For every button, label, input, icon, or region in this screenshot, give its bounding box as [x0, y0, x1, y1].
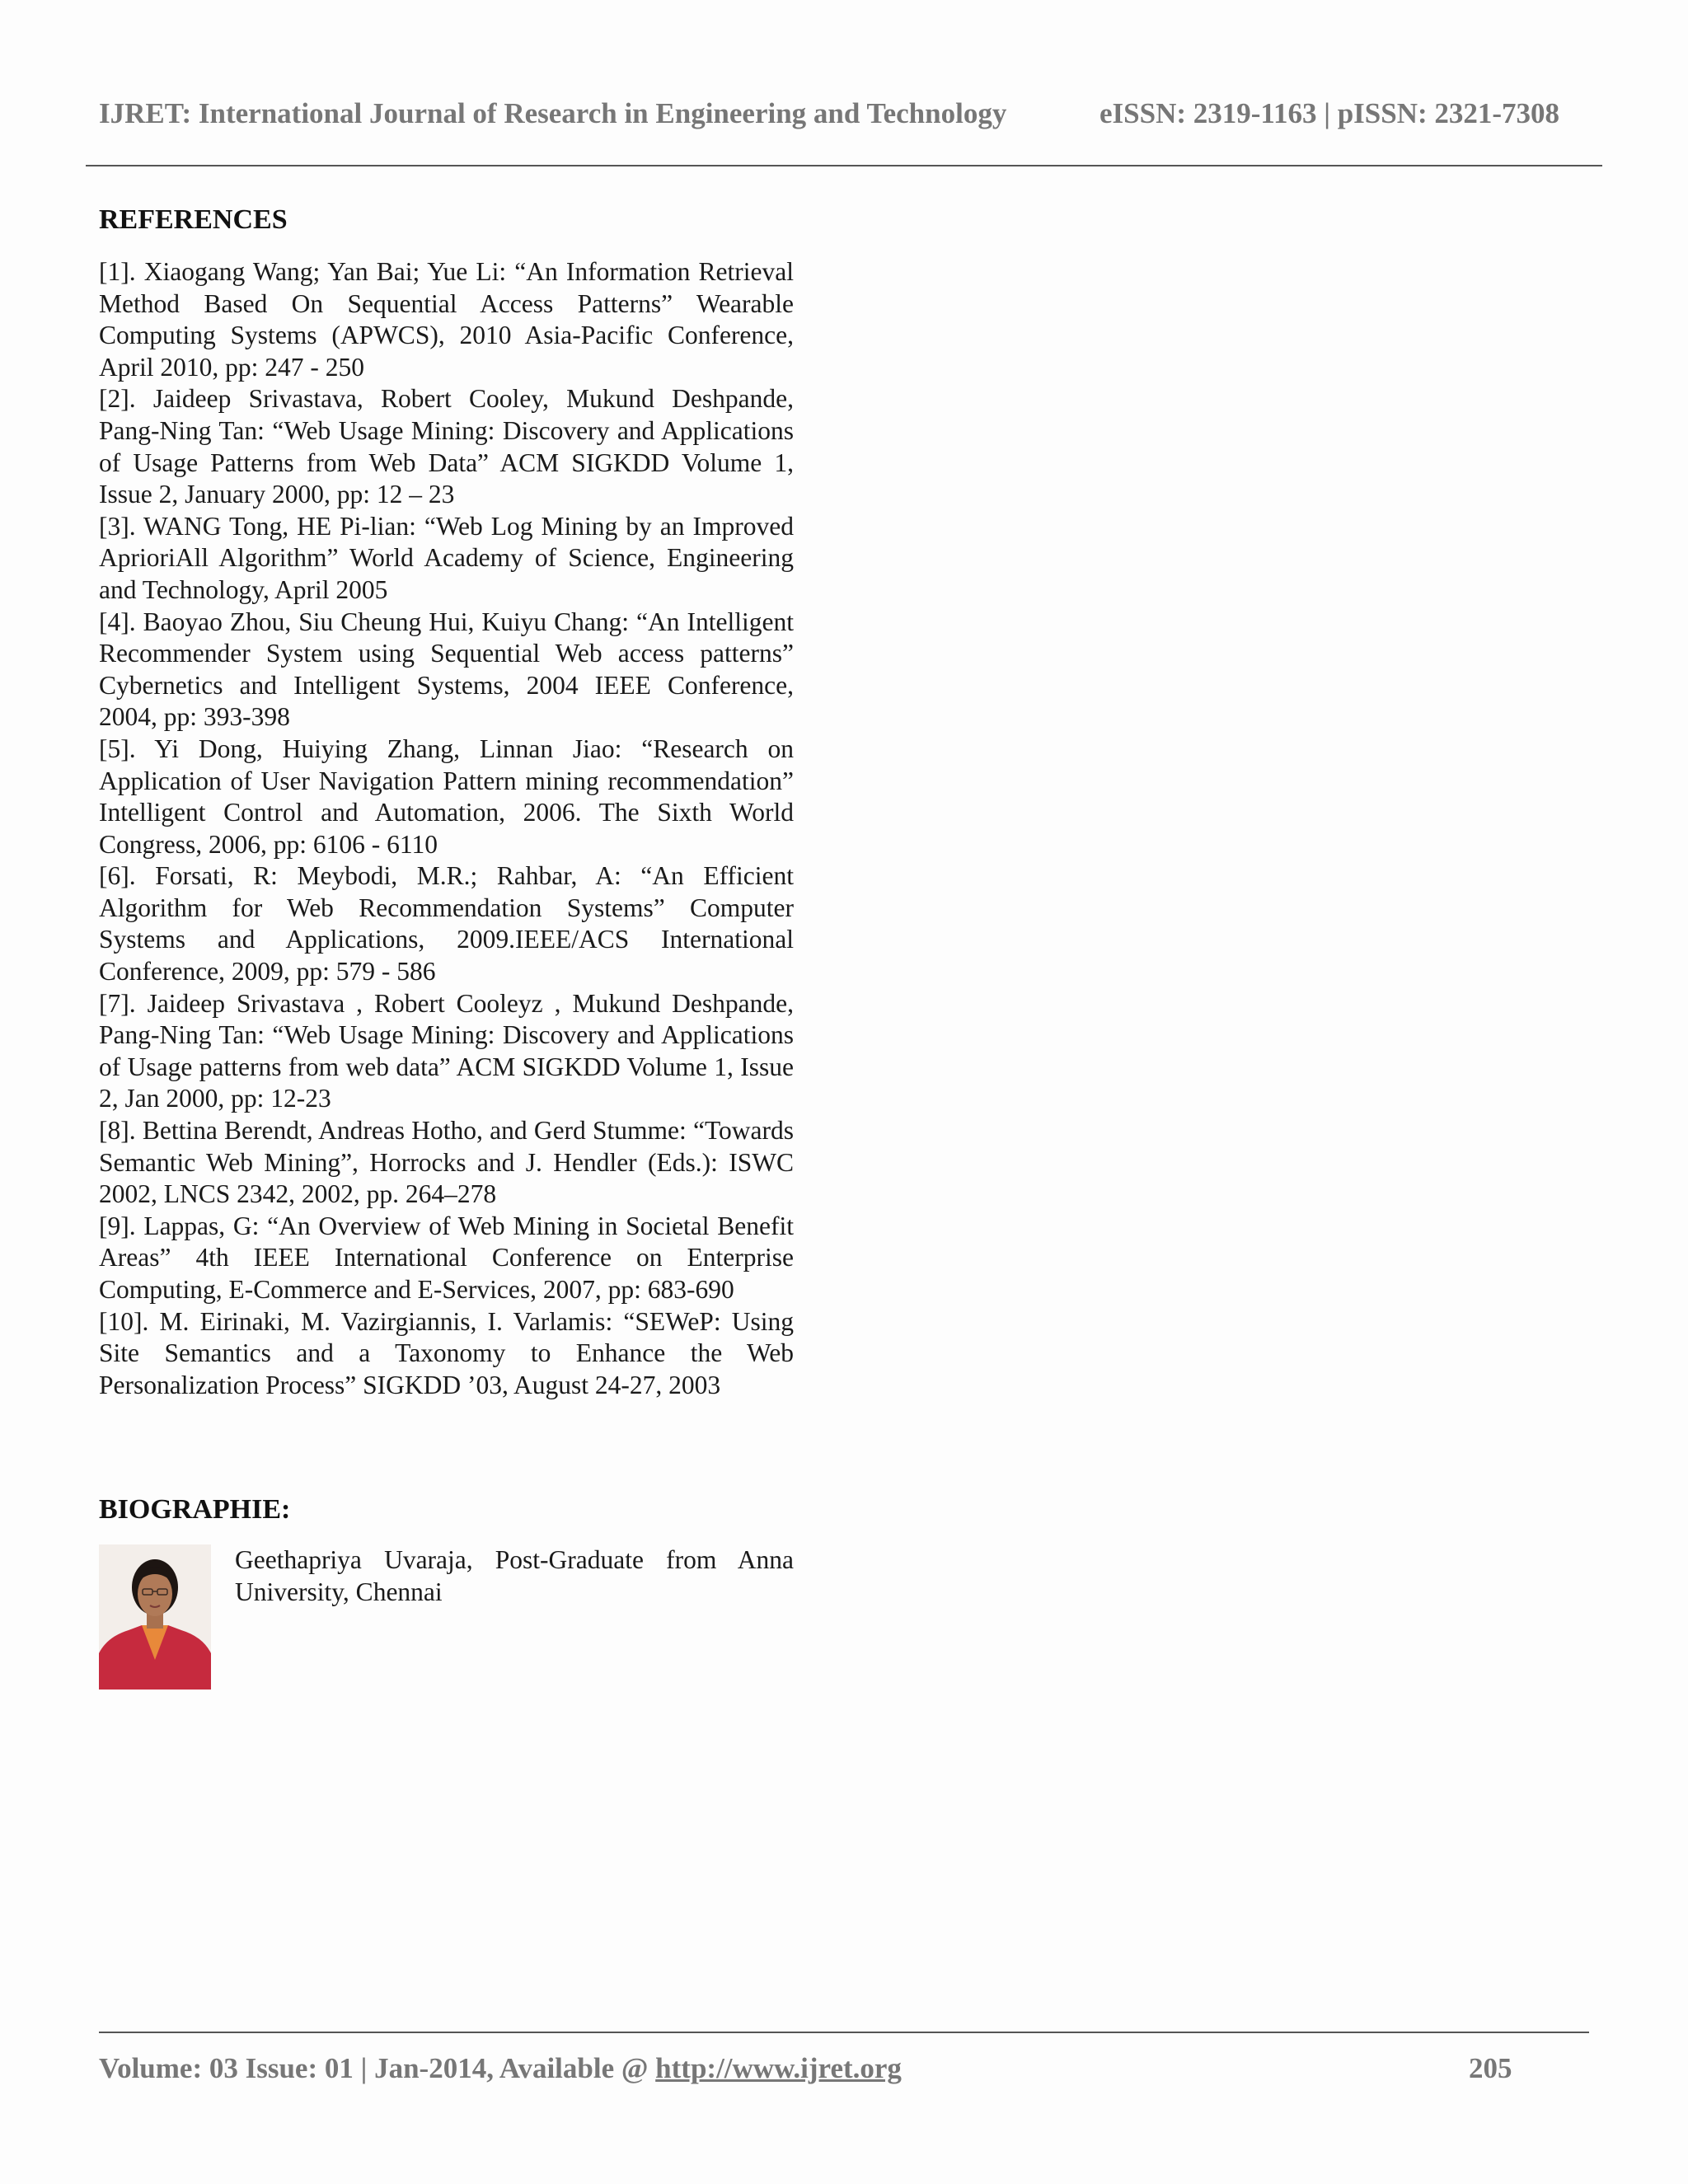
reference-item: [8]. Bettina Berendt, Andreas Hotho, and Gerd Stumme: “Towards Semantic Web Mining”, Horrocks and J. Hendler (Eds.): ISWC 2002, LNCS 2342, 2002, pp. 264–278	[99, 1116, 794, 1209]
footer-volume: Volume: 03 Issue: 01 | Jan-2014, Available @	[99, 2052, 656, 2084]
journal-title: IJRET: International Journal of Research in Engineering and Technology	[99, 97, 1007, 129]
reference-item: [5]. Yi Dong, Huiying Zhang, Linnan Jiao: “Research on Application of User Navigation Pattern mining recommendation” Intelligent Control and Automation, 2006. The Sixth World Congress, 2006, pp: 6106 - 6110	[99, 733, 794, 859]
page-number: 205	[1469, 2052, 1512, 2084]
author-portrait-image	[99, 1544, 211, 1690]
biography-heading: BIOGRAPHIE:	[99, 1494, 291, 1525]
reference-item: [9]. Lappas, G: “An Overview of Web Mining in Societal Benefit Areas” 4th IEEE International Conference on Enterprise Computing, E-Commerce and E-Services, 2007, pp: 683-690	[99, 1211, 794, 1304]
header-divider	[86, 165, 1602, 166]
reference-item: [10]. M. Eirinaki, M. Vazirgiannis, I. Varlamis: “SEWeP: Using Site Semantics and a Taxonomy to Enhance the Web Personalization Process” SIGKDD ’03, August 24-27, 2003	[99, 1306, 794, 1399]
reference-item: [6]. Forsati, R: Meybodi, M.R.; Rahbar, A: “An Efficient Algorithm for Web Recommendation Systems” Computer Systems and Applications, 2009.IEEE/ACS International Conference, 2009, pp: 579 - 586	[99, 861, 794, 987]
running-footer	[99, 2052, 902, 2085]
references-heading: REFERENCES	[99, 204, 288, 235]
running-header	[99, 97, 1582, 130]
references-list	[99, 256, 794, 1401]
footer-divider	[99, 2032, 1589, 2033]
reference-item: [4]. Baoyao Zhou, Siu Cheung Hui, Kuiyu Chang: “An Intelligent Recommender System using Sequential Web access patterns” Cybernetics and Intelligent Systems, 2004 IEEE Conference, 2004, pp: 393-398	[99, 607, 794, 732]
author-photo	[99, 1544, 211, 1690]
reference-item: [7]. Jaideep Srivastava , Robert Cooleyz , Mukund Deshpande, Pang-Ning Tan: “Web Usage Mining: Discovery and Applications of Usage patterns from web data” ACM SIGKDD Volume 1, Issue 2, Jan 2000, pp: 12-23	[99, 988, 794, 1113]
reference-item: [1]. Xiaogang Wang; Yan Bai; Yue Li: “An Information Retrieval Method Based On Sequential Access Patterns” Wearable Computing Systems (APWCS), 2010 Asia-Pacific Conference, April 2010, pp: 247 - 250	[99, 257, 794, 382]
journal-link[interactable]: http://www.ijret.org	[655, 2052, 902, 2084]
issn-line: eISSN: 2319-1163 | pISSN: 2321-7308	[1100, 97, 1560, 129]
reference-item: [3]. WANG Tong, HE Pi-lian: “Web Log Mining by an Improved AprioriAll Algorithm” World Academy of Science, Engineering and Technology, April 2005	[99, 511, 794, 604]
reference-item: [2]. Jaideep Srivastava, Robert Cooley, Mukund Deshpande, Pang-Ning Tan: “Web Usage Mining: Discovery and Applications of Usage Patterns from Web Data” ACM SIGKDD Volume 1, Issue 2, January 2000, pp: 12 – 23	[99, 384, 794, 509]
biography-text: Geethapriya Uvaraja, Post-Graduate from Anna University, Chennai	[235, 1545, 794, 1606]
